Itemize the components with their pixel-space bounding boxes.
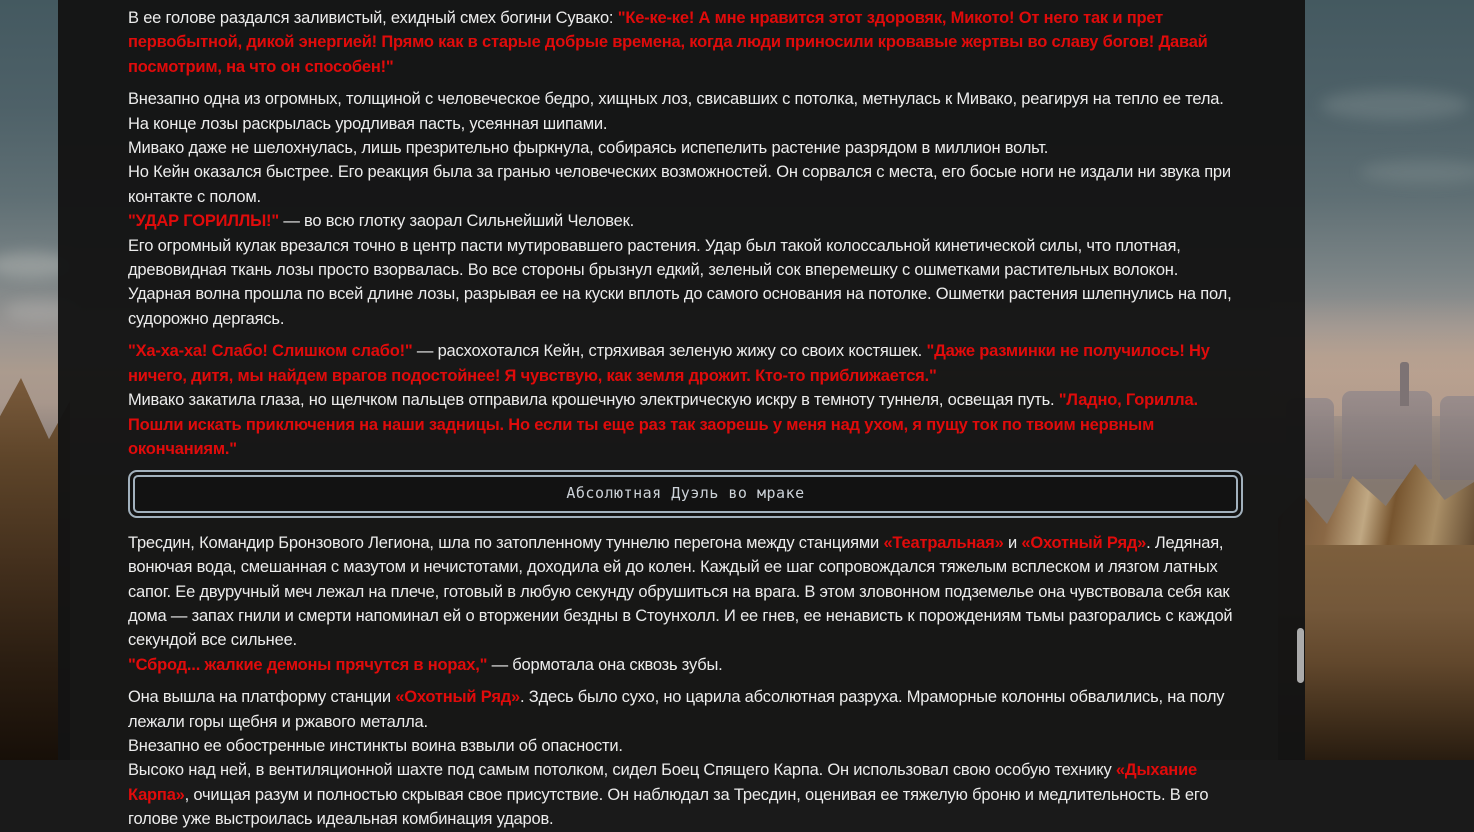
story-text-segment: — во всю глотку заорал Сильнейший Человек. — [278, 212, 635, 231]
story-text-segment: . Ледяная, вонючая вода, смешанная с мазутом и нечистотами, доходила ей до колен. Каждый ее шаг сопровождался тяжелым всплеском и лязгом латных сапог. Ее двуручный меч лежал на плече, готовый в любую секунду обрушиться на врага. В этом зловонном подземелье она чувствовала себя как дома — запах гнили и смерти напоминал ей о вторжении бездны в Стоунхолл. И ее гнев, ее ненависть к порождениям тьмы разгорались с каждой секундой все сильнее. — [128, 533, 1233, 650]
story-text-segment: В ее голове раздался заливистый, ехидный смех богини Сувако: — [128, 9, 618, 27]
rock-spire — [1400, 362, 1409, 406]
story-text-segment: — бормотала она сквозь зубы. — [487, 655, 723, 674]
chapter-divider — [128, 470, 1243, 517]
story-dialogue-red: "Даже разминки не получилось! Ну ничего, дитя, мы найдем врагов подостойнее! Я чувствую, как земля дрожит. Кто-то приближается." — [128, 342, 1210, 385]
story-dialogue-red: «Дыхание Карпа» — [128, 761, 1197, 804]
story-text-segment: — расхохотался Кейн, стряхивая зеленую жижу со своих костяшек. — [412, 342, 927, 361]
story-dialogue-red: «Охотный Ряд» — [1021, 533, 1147, 552]
story-dialogue-red: «Театральная» — [883, 533, 1004, 552]
story-text-segment: . Здесь было сухо, но царила абсолютная разруха. Мраморные колонны обвалились, на полу лежали горы щебня и ржавого металла. — [128, 688, 1225, 731]
story-panel — [58, 0, 1305, 829]
story-text-segment: Его огромный кулак врезался точно в центр пасти мутировавшего растения. Удар был такой колоссальной кинетической силы, что плотная, древовидная ткань лозы просто взорвалась. Во все стороны брызнул едкий, зеленый сок вперемешку с ошметками растительных волокон. — [128, 236, 1181, 280]
mesa-rock — [1440, 396, 1474, 480]
scrollbar-thumb[interactable] — [1297, 628, 1304, 683]
story-text-segment: Внезапно одна из огромных, толщиной с человеческое бедро, хищных лоз, свисавших с потолка, метнулась к Мивако, реагируя на тепло ее тела. — [128, 90, 1224, 109]
story-dialogue-red: "Ке-ке-ке! А мне нравится этот здоровяк, Микото! От него так и прет первобытной, дикой энергией! Прямо как в старые добрые времена, когда люди приносили кровавые жертвы во славу богов! Давай посмотрим, на что он способен!" — [128, 9, 1208, 76]
story-text-segment: Мивако даже не шелохнулась, лишь презрительно фыркнула, собираясь испепелить растение разрядом в миллион вольт. — [128, 139, 1049, 158]
story-dialogue-red: "УДАР ГОРИЛЛЫ!" — [128, 212, 279, 231]
story-paragraph — [128, 6, 1243, 79]
story-text-segment: Мивако закатила глаза, но щелчком пальцев отправила крошечную электрическую искру в темноту туннеля, освещая путь. — [128, 391, 1059, 410]
story-paragraph — [128, 87, 1243, 331]
story-content — [58, 0, 1305, 832]
story-text-segment: На конце лозы раскрылась уродливая пасть, усеянная шипами. — [128, 114, 608, 133]
story-text-segment: , очищая разум и полностью скрывая свое присутствие. Он наблюдал за Тресдин, оценивая ее тяжелую броню и медлительность. В его голове уже выстроилась идеальная комбинация ударов. — [128, 785, 1209, 829]
story-dialogue-red: "Сброд... жалкие демоны прячутся в норах," — [128, 655, 488, 674]
story-text-segment: Высоко над ней, в вентиляционной шахте под самым потолком, сидел Боец Спящего Карпа. Он использовал свою особую технику — [128, 761, 1116, 780]
chapter-divider-label: Абсолютная Дуэль во мраке — [133, 475, 1238, 512]
story-paragraph — [128, 339, 1243, 461]
cloud — [1320, 90, 1470, 120]
story-text-segment: Она вышла на платформу станции — [128, 688, 396, 707]
story-text-segment: и — [1003, 533, 1022, 552]
story-paragraph — [128, 685, 1243, 831]
desert-floor — [1278, 545, 1474, 760]
story-text-segment: Внезапно ее обостренные инстинкты воина взвыли об опасности. — [128, 736, 623, 755]
story-dialogue-red: «Охотный Ряд» — [395, 688, 521, 707]
story-dialogue-red: "Ладно, Горилла. Пошли искать приключения на наши задницы. Но если ты еще раз так заорешь у меня над ухом, я пущу ток по твоим нервным окончаниям." — [128, 391, 1198, 458]
story-text-segment: Тресдин, Командир Бронзового Легиона, шла по затопленному туннелю перегона между станциями — [128, 533, 884, 552]
story-text-segment: Ударная волна прошла по всей длине лозы, разрывая ее на куски вплоть до самого основания на потолке. Ошметки растения шлепнулись на пол, судорожно дергаясь. — [128, 285, 1232, 328]
story-text-segment: Но Кейн оказался быстрее. Его реакция была за гранью человеческих возможностей. Он сорвался с места, его босые ноги не издали ни звука при контакте с полом. — [128, 163, 1231, 206]
story-paragraph — [128, 531, 1243, 677]
story-dialogue-red: "Ха-ха-ха! Слабо! Слишком слабо!" — [128, 342, 413, 361]
mesa-rock — [1342, 391, 1432, 479]
